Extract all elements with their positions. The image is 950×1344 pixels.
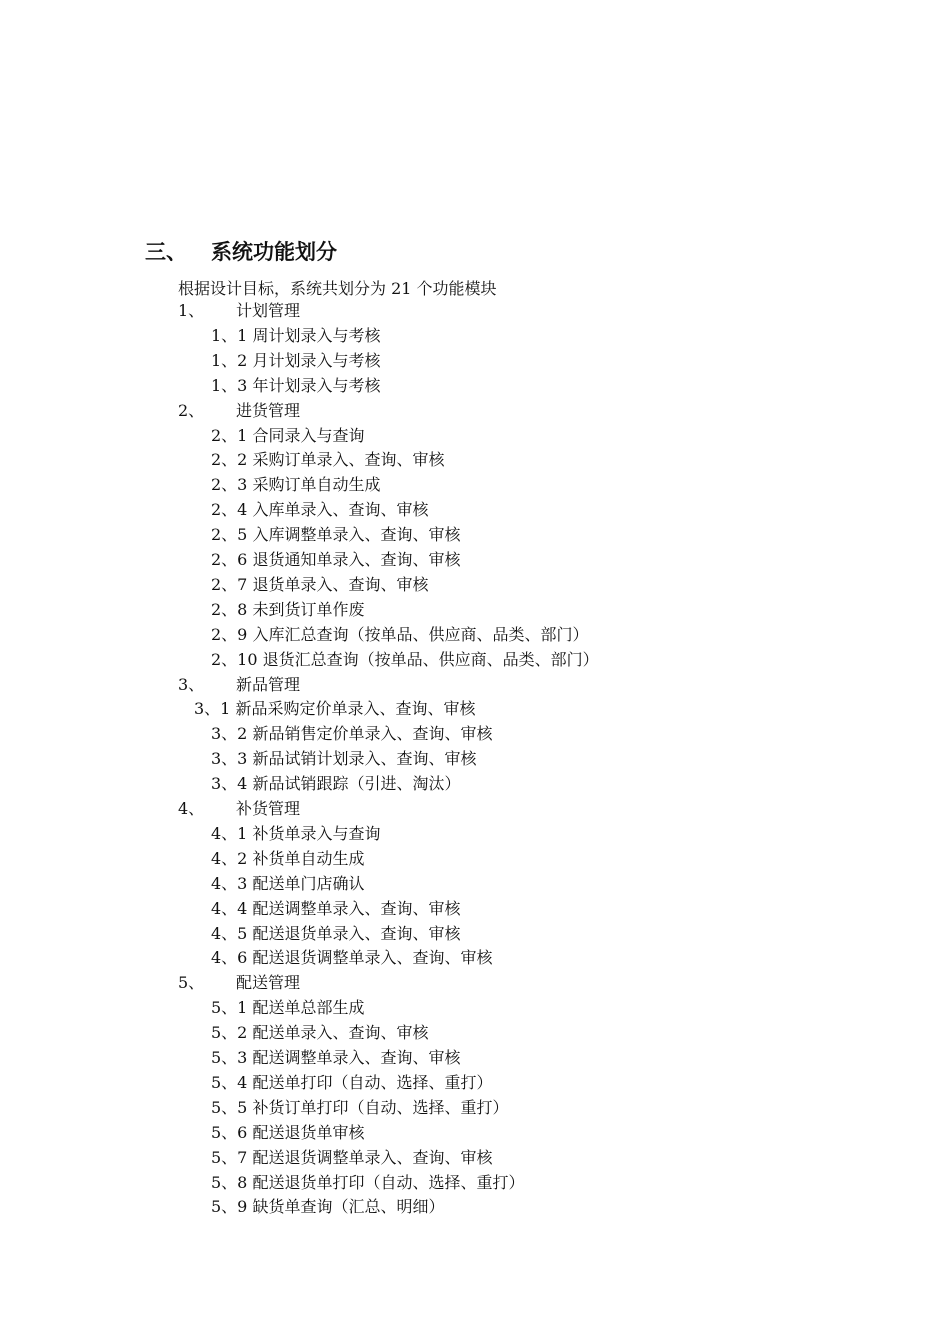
- list-item: 5、4 配送单打印（自动、选择、重打）: [211, 1072, 493, 1092]
- list-item: 1、2 月计划录入与考核: [211, 350, 381, 370]
- section-number: 3、: [178, 674, 205, 694]
- list-item: 4、5 配送退货单录入、查询、审核: [211, 923, 461, 943]
- section-label: 计划管理: [236, 301, 301, 320]
- section-number: 4、: [178, 799, 205, 818]
- list-item: 2、2 采购订单录入、查询、审核: [211, 450, 445, 470]
- section-number: 5、: [178, 973, 205, 993]
- list-item: 4、6 配送退货调整单录入、查询、审核: [211, 948, 493, 968]
- list-item: 4、1 补货单录入与查询: [211, 823, 381, 843]
- list-item: 4、4 配送调整单录入、查询、审核: [211, 898, 461, 918]
- heading-number: 三、: [145, 240, 187, 264]
- list-item: 5、3 配送调整单录入、查询、审核: [211, 1048, 461, 1067]
- section-heading: [145, 236, 337, 266]
- list-item: 2、7 退货单录入、查询、审核: [211, 574, 429, 594]
- list-item: 3、1 新品采购定价单录入、查询、审核: [194, 699, 476, 719]
- list-item: 5、7 配送退货调整单录入、查询、审核: [211, 1147, 493, 1167]
- list-item: 4、2 补货单自动生成: [211, 848, 365, 868]
- section-title: [178, 301, 300, 321]
- list-item: 2、1 合同录入与查询: [211, 425, 365, 445]
- intro-paragraph: 根据设计目标，系统共划分为 21 个功能模块: [178, 279, 497, 298]
- heading-title: 系统功能划分: [211, 240, 337, 264]
- list-item: 2、10 退货汇总查询（按单品、供应商、品类、部门）: [211, 649, 599, 669]
- section-label: 新品管理: [236, 674, 301, 694]
- list-item: 5、8 配送退货单打印（自动、选择、重打）: [211, 1172, 525, 1192]
- section-label: 进货管理: [236, 400, 301, 420]
- section-title: [178, 799, 300, 819]
- list-item: 1、1 周计划录入与考核: [211, 325, 381, 345]
- section-number: 1、: [178, 301, 205, 320]
- list-item: 5、2 配送单录入、查询、审核: [211, 1023, 429, 1043]
- section-title: [178, 675, 300, 695]
- list-item: 4、3 配送单门店确认: [211, 873, 365, 893]
- section-title: [178, 973, 300, 993]
- section-number: 2、: [178, 400, 205, 420]
- list-item: 1、3 年计划录入与考核: [211, 375, 381, 395]
- list-item: 3、2 新品销售定价单录入、查询、审核: [211, 724, 493, 744]
- section-title: [178, 401, 300, 421]
- list-item: 2、3 采购订单自动生成: [211, 475, 381, 495]
- list-item: 2、6 退货通知单录入、查询、审核: [211, 550, 461, 569]
- list-item: 3、3 新品试销计划录入、查询、审核: [211, 749, 477, 769]
- list-item: 5、1 配送单总部生成: [211, 998, 365, 1018]
- list-item: 2、4 入库单录入、查询、审核: [211, 500, 429, 520]
- section-label: 配送管理: [236, 973, 301, 993]
- list-item: 5、6 配送退货单审核: [211, 1122, 365, 1142]
- list-item: 3、4 新品试销跟踪（引进、淘汰）: [211, 774, 461, 794]
- list-item: 2、5 入库调整单录入、查询、审核: [211, 525, 461, 545]
- list-item: 2、8 未到货订单作废: [211, 599, 365, 619]
- list-item: 5、9 缺货单查询（汇总、明细）: [211, 1197, 445, 1217]
- list-item: 5、5 补货订单打印（自动、选择、重打）: [211, 1097, 509, 1117]
- section-label: 补货管理: [236, 799, 301, 818]
- list-item: 2、9 入库汇总查询（按单品、供应商、品类、部门）: [211, 624, 589, 644]
